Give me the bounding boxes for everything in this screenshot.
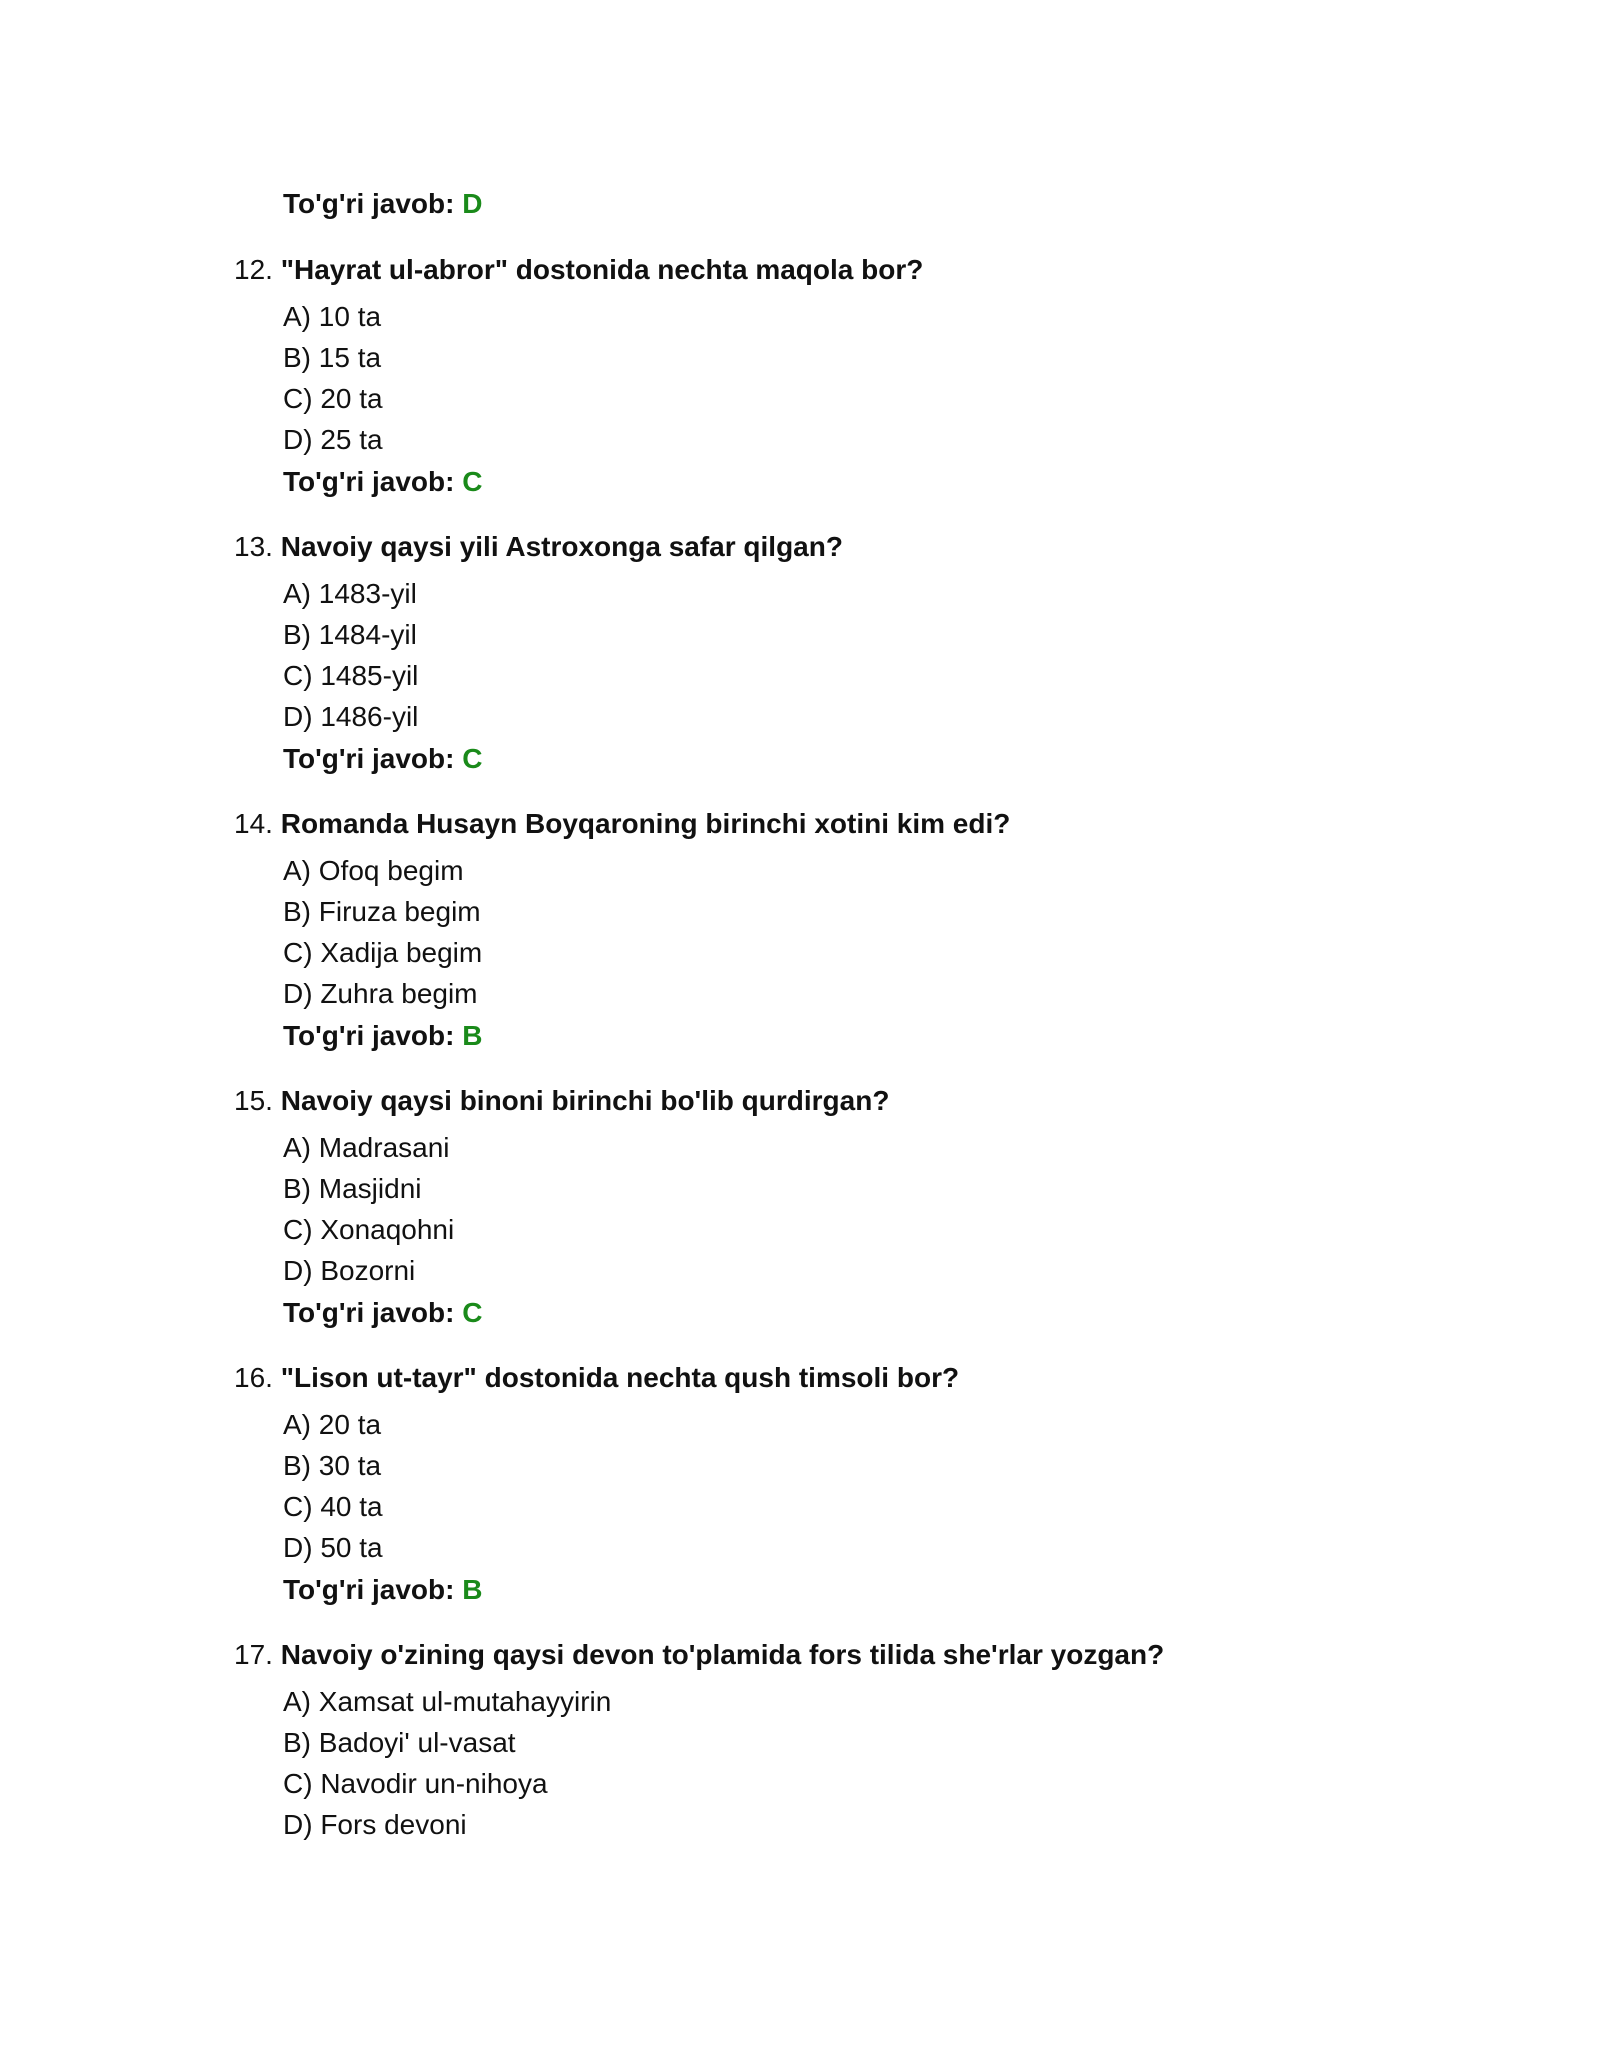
- correct-answer: [283, 1572, 482, 1608]
- question-line: [234, 1360, 959, 1396]
- answer-letter: C: [462, 1297, 483, 1328]
- question-text: "Hayrat ul-abror" dostonida nechta maqola bor?: [280, 254, 924, 285]
- question-block: [234, 1360, 1534, 1637]
- answer-letter: C: [462, 743, 483, 774]
- answer-option: D) Bozorni: [283, 1255, 416, 1286]
- option-list: [283, 850, 482, 1014]
- answer-letter: C: [462, 466, 483, 497]
- answer-label: To'g'ri javob:: [283, 466, 455, 497]
- answer-option: B) Firuza begim: [283, 896, 481, 927]
- previous-question-answer: [283, 186, 482, 222]
- answer-option: D) 50 ta: [283, 1532, 383, 1563]
- answer-option: C) 20 ta: [283, 383, 383, 414]
- question-number: 13.: [234, 531, 273, 562]
- question-number: 17.: [234, 1639, 273, 1670]
- question-number: 14.: [234, 808, 273, 839]
- question-line: [234, 1637, 1164, 1673]
- correct-answer: [283, 1018, 482, 1054]
- question-block: [234, 252, 1534, 529]
- correct-answer: [283, 1295, 482, 1331]
- answer-option: D) 1486-yil: [283, 701, 419, 732]
- question-number: 16.: [234, 1362, 273, 1393]
- question-block: [234, 806, 1534, 1083]
- answer-option: B) Masjidni: [283, 1173, 422, 1204]
- answer-option: A) Madrasani: [283, 1132, 450, 1163]
- question-text: "Lison ut-tayr" dostonida nechta qush timsoli bor?: [280, 1362, 960, 1393]
- answer-option: B) 30 ta: [283, 1450, 382, 1481]
- question-text: Romanda Husayn Boyqaroning birinchi xotini kim edi?: [280, 808, 1011, 839]
- answer-option: D) Fors devoni: [283, 1809, 467, 1840]
- answer-letter: D: [462, 188, 483, 219]
- answer-option: C) 1485-yil: [283, 660, 419, 691]
- question-block: [234, 529, 1534, 806]
- answer-option: B) Badoyi' ul-vasat: [283, 1727, 516, 1758]
- question-line: [234, 806, 1010, 842]
- question-number: 12.: [234, 254, 273, 285]
- question-line: [234, 529, 843, 565]
- question-list: [234, 252, 1534, 1914]
- correct-answer: [283, 464, 482, 500]
- answer-option: C) 40 ta: [283, 1491, 383, 1522]
- answer-label: To'g'ri javob:: [283, 743, 455, 774]
- question-number: 15.: [234, 1085, 273, 1116]
- answer-option: A) 10 ta: [283, 301, 382, 332]
- answer-letter: B: [462, 1020, 483, 1051]
- option-list: [283, 1127, 454, 1291]
- question-text: Navoiy o'zining qaysi devon to'plamida fors tilida she'rlar yozgan?: [280, 1639, 1165, 1670]
- question-block: [234, 1083, 1534, 1360]
- answer-option: A) Xamsat ul-mutahayyirin: [283, 1686, 612, 1717]
- option-list: [283, 296, 383, 460]
- answer-option: C) Xonaqohni: [283, 1214, 455, 1245]
- answer-option: C) Xadija begim: [283, 937, 483, 968]
- question-block: [234, 1637, 1534, 1914]
- answer-option: A) 20 ta: [283, 1409, 382, 1440]
- answer-option: A) Ofoq begim: [283, 855, 464, 886]
- option-list: [283, 1404, 383, 1568]
- answer-option: D) 25 ta: [283, 424, 383, 455]
- option-list: [283, 573, 418, 737]
- answer-option: B) 1484-yil: [283, 619, 417, 650]
- correct-answer: [283, 741, 482, 777]
- answer-label: To'g'ri javob:: [283, 1020, 455, 1051]
- answer-letter: B: [462, 1574, 483, 1605]
- answer-option: C) Navodir un-nihoya: [283, 1768, 548, 1799]
- answer-option: D) Zuhra begim: [283, 978, 478, 1009]
- answer-label: To'g'ri javob:: [283, 1574, 455, 1605]
- answer-label: To'g'ri javob:: [283, 188, 455, 219]
- answer-option: B) 15 ta: [283, 342, 382, 373]
- option-list: [283, 1681, 611, 1845]
- question-text: Navoiy qaysi yili Astroxonga safar qilgan?: [280, 531, 843, 562]
- question-line: [234, 1083, 889, 1119]
- question-text: Navoiy qaysi binoni birinchi bo'lib qurdirgan?: [280, 1085, 890, 1116]
- question-line: [234, 252, 923, 288]
- answer-label: To'g'ri javob:: [283, 1297, 455, 1328]
- answer-option: A) 1483-yil: [283, 578, 417, 609]
